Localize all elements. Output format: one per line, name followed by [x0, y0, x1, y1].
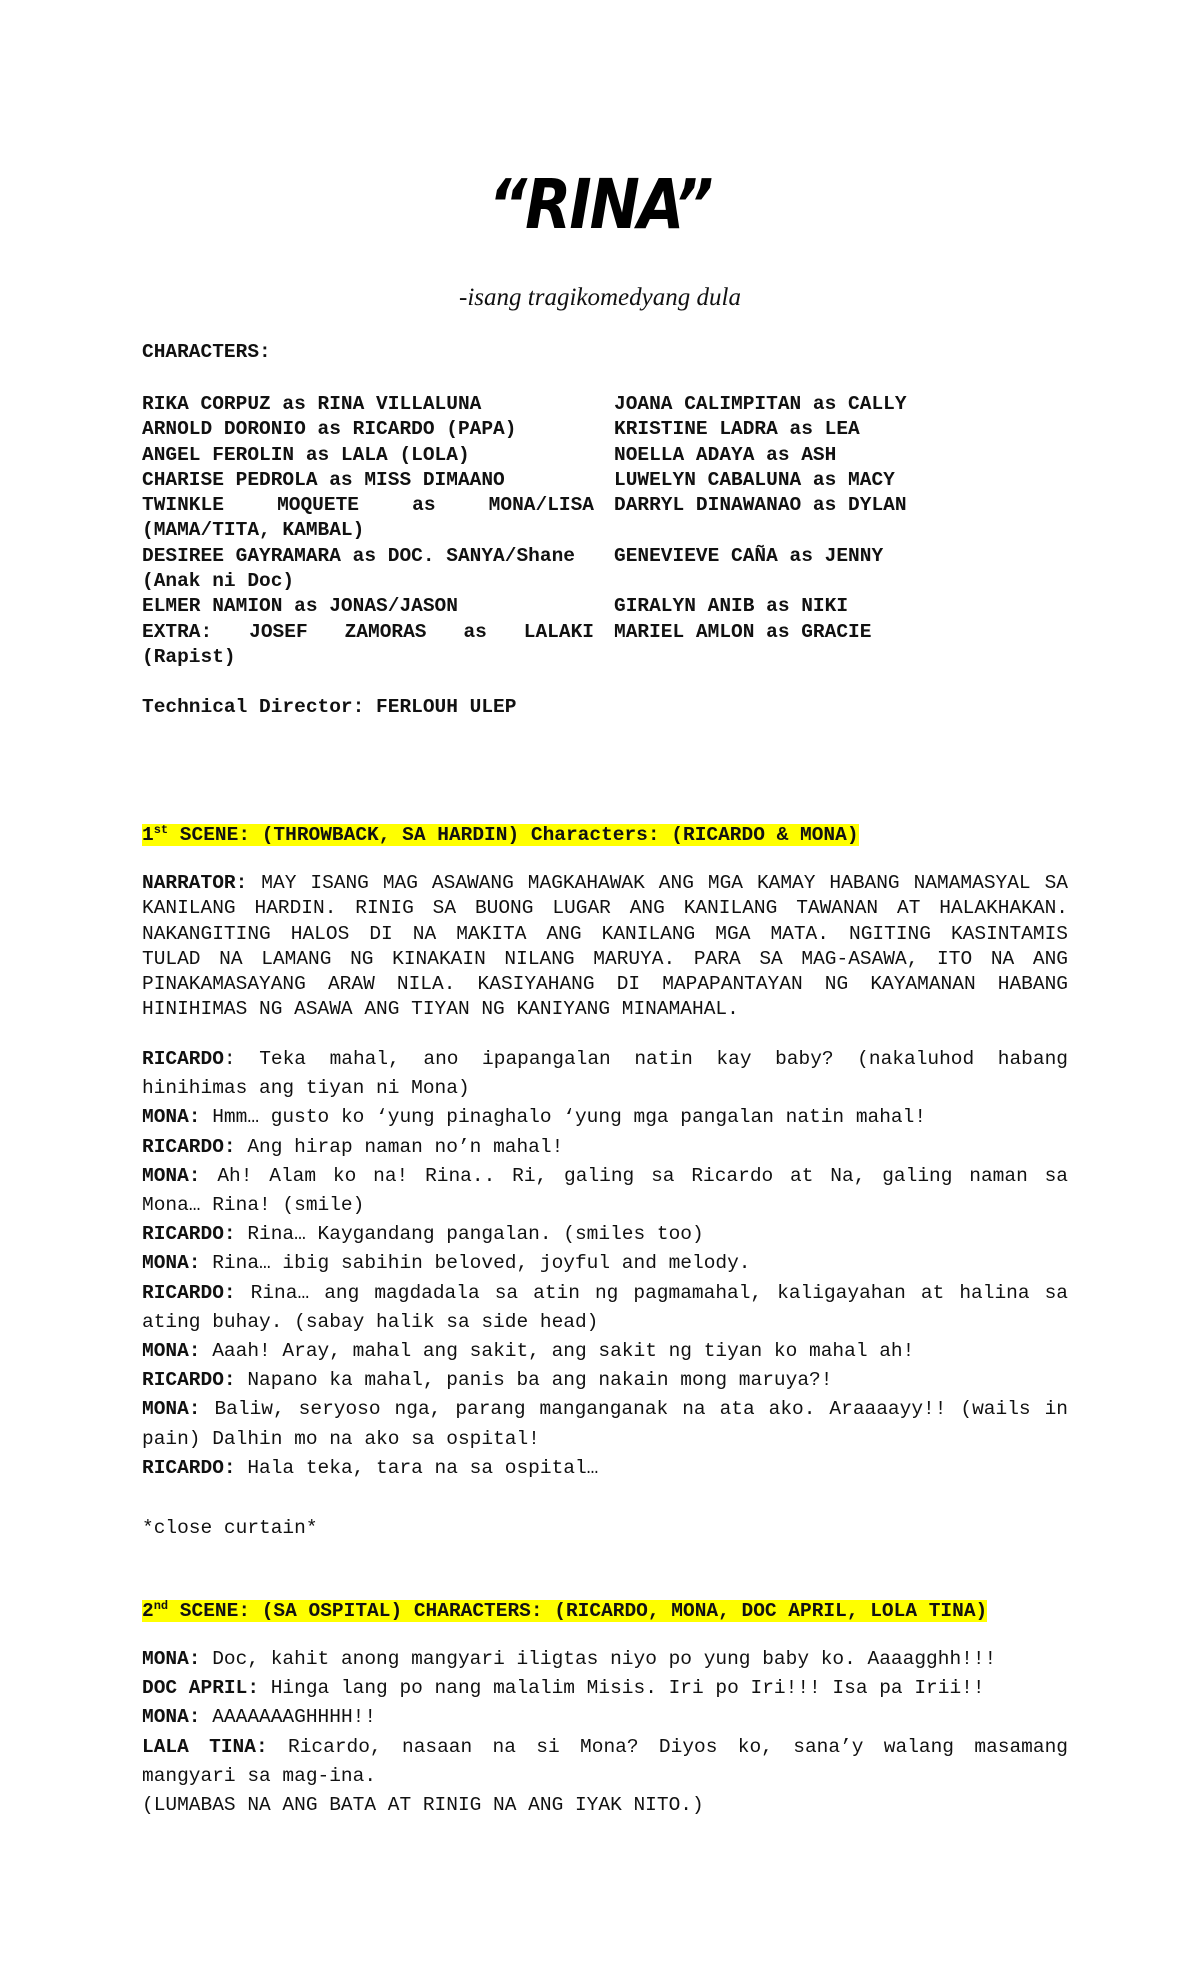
dialogue-line [142, 1366, 1068, 1395]
narration-line: KANILANG HARDIN. RINIG SA BUONG LUGAR ANG KANILANG TAWANAN AT HALAKHAKAN. [142, 897, 1068, 920]
technical-director: Technical Director: FERLOUH ULEP [142, 696, 517, 718]
speaker-label: DOC APRIL: [142, 1677, 260, 1700]
cast-entry [614, 569, 907, 594]
speaker-label: MONA: [142, 1648, 201, 1670]
dialogue-line [142, 1337, 1068, 1366]
scene-1-heading [142, 823, 859, 846]
cast-list-right [614, 392, 907, 645]
cast-entry: NOELLA ADAYA as ASH [614, 443, 837, 466]
speaker-label: MONA: [142, 1398, 201, 1421]
dialogue-line [142, 1191, 1068, 1220]
speaker-label: MONA: [142, 1164, 201, 1187]
speaker-label: LALA TINA: [142, 1735, 268, 1758]
cast-entry [614, 518, 907, 543]
dialogue-line [142, 1425, 1068, 1454]
dialogue-line [142, 1645, 1068, 1674]
cast-entry: RIKA CORPUZ as RINA VILLALUNA [142, 393, 482, 415]
dialogue-text: Rina… ibig sabihin beloved, joyful and melody. [200, 1252, 751, 1275]
dialogue-line [142, 1074, 1068, 1103]
dialogue-text: Hinga lang po nang malalim Misis. Iri po Iri!!! Isa pa Irii!! [259, 1677, 985, 1700]
dialogue-text: mangyari sa mag-ina. [142, 1764, 377, 1787]
scene-2-heading [142, 1599, 987, 1622]
cast-entry: ANGEL FEROLIN as LALA (LOLA) [142, 443, 470, 466]
dialogue-line [142, 1220, 1068, 1249]
dialogue-line [142, 1395, 1068, 1424]
speaker-label: MONA: [142, 1706, 201, 1729]
cast-entry: (Anak ni Doc) [142, 570, 295, 593]
dialogue-text: Aaah! Aray, mahal ang sakit, ang sakit ng tiyan ko mahal ah! [200, 1340, 915, 1363]
narration-line: HINIHIMAS NG ASAWA ANG TIYAN NG KANIYANG MINAMAHAL. [142, 998, 739, 1021]
dialogue-text: Mona… Rina! (smile) [142, 1194, 365, 1217]
cast-entry: KRISTINE LADRA as LEA [614, 418, 860, 441]
dialogue-line [142, 1454, 1068, 1483]
dialogue-text: Hala teka, tara na sa ospital… [235, 1456, 599, 1479]
dialogue-text: Ah! Alam ko na! Rina.. Ri, galing sa Ricardo at Na, galing naman sa [200, 1164, 1068, 1187]
scene-1-dialogue [142, 1045, 1068, 1483]
scene-number: 2 [142, 1600, 154, 1622]
cast-entry: LUWELYN CABALUNA as MACY [614, 468, 895, 491]
narration-line: MAY ISANG MAG ASAWANG MAGKAHAWAK ANG MGA KAMAY HABANG NAMAMASYAL SA [247, 872, 1068, 894]
dialogue-line [142, 1674, 1068, 1703]
dialogue-text: pain) Dalhin mo na ako sa ospital! [142, 1427, 540, 1450]
dialogue-line [142, 1791, 1068, 1820]
cast-entry: CHARISE PEDROLA as MISS DIMAANO [142, 468, 505, 491]
cast-list-left [142, 392, 594, 670]
narration-line: NAKANGITING HALOS DI NA MAKITA ANG KANILANG MGA MATA. NGITING KASINTAMIS [142, 922, 1068, 945]
cast-entry: GIRALYN ANIB as NIKI [614, 595, 849, 618]
dialogue-line [142, 1133, 1068, 1162]
cast-entry: GENEVIEVE CAÑA as JENNY [614, 544, 884, 567]
speaker-label: NARRATOR: [142, 872, 248, 894]
cast-entry: DESIREE GAYRAMARA as DOC. SANYA/Shane [142, 544, 575, 567]
dialogue-text: AAAAAAAGHHHH!! [200, 1706, 377, 1729]
characters-heading: CHARACTERS: [142, 341, 271, 363]
speaker-label: MONA: [142, 1252, 201, 1275]
dialogue-text: Rina… ang magdadala sa atin ng pagmamahal, kaligayahan at halina sa [235, 1281, 1068, 1304]
play-subtitle: -isang tragikomedyang dula [459, 284, 741, 311]
dialogue-text: ating buhay. (sabay halik sa side head) [142, 1310, 599, 1333]
speaker-label: RICARDO [142, 1048, 224, 1070]
dialogue-text: Ricardo, nasaan na si Mona? Diyos ko, sana’y walang masamang [267, 1735, 1068, 1758]
scene-title: SCENE: (THROWBACK, SA HARDIN) Characters: (RICARDO & MONA) [168, 824, 859, 846]
speaker-label: RICARDO: [142, 1369, 236, 1392]
stage-direction: *close curtain* [142, 1517, 318, 1539]
speaker-label: RICARDO: [142, 1135, 236, 1158]
dialogue-line [142, 1103, 1068, 1132]
dialogue-line [142, 1703, 1068, 1732]
narration-line: TULAD NA LAMANG NG KINAKAIN NILANG MARUYA. PARA SA MAG-ASAWA, ITO NA ANG [142, 947, 1068, 970]
cast-entry: (MAMA/TITA, KAMBAL) [142, 519, 365, 542]
cast-entry: ARNOLD DORONIO as RICARDO (PAPA) [142, 418, 517, 441]
dialogue-text: Baliw, seryoso nga, parang manganganak na ata ako. Araaaayy!! (wails in [200, 1398, 1068, 1421]
scene-2-dialogue [142, 1645, 1068, 1820]
cast-entry: (Rapist) [142, 645, 236, 668]
cast-entry: TWINKLE MOQUETE as MONA/LISA [142, 494, 594, 517]
speaker-label: MONA: [142, 1106, 201, 1129]
cast-entry: ELMER NAMION as JONAS/JASON [142, 595, 458, 618]
narration-line: PINAKAMASAYANG ARAW NILA. KASIYAHANG DI MAPAPANTAYAN NG KAYAMANAN HABANG [142, 973, 1068, 996]
dialogue-text: : Teka mahal, ano ipapangalan natin kay baby? (nakaluhod habang [223, 1048, 1068, 1070]
dialogue-line [142, 1249, 1068, 1278]
scene-number: 1 [142, 824, 154, 846]
dialogue-line [142, 1279, 1068, 1308]
dialogue-line [142, 1162, 1068, 1191]
dialogue-text: Hmm… gusto ko ‘yung pinaghalo ‘yung mga pangalan natin mahal! [200, 1106, 927, 1129]
dialogue-line [142, 1308, 1068, 1337]
dialogue-text: (LUMABAS NA ANG BATA AT RINIG NA ANG IYAK NITO.) [142, 1794, 704, 1817]
dialogue-line [142, 1045, 1068, 1074]
dialogue-line [142, 1762, 1068, 1791]
cast-entry: MARIEL AMLON as GRACIE [614, 620, 872, 643]
cast-entry: EXTRA: JOSEF ZAMORAS as LALAKI [142, 620, 594, 643]
scene-title: SCENE: (SA OSPITAL) CHARACTERS: (RICARDO, MONA, DOC APRIL, LOLA TINA) [168, 1600, 988, 1622]
dialogue-text: Doc, kahit anong mangyari iligtas niyo po yung baby ko. Aaaagghh!!! [200, 1648, 997, 1670]
dialogue-text: Rina… Kaygandang pangalan. (smiles too) [235, 1223, 704, 1246]
speaker-label: RICARDO: [142, 1456, 236, 1479]
dialogue-text: Ang hirap naman no’n mahal! [235, 1135, 564, 1158]
scene-ordinal: nd [153, 1599, 169, 1613]
dialogue-text: Napano ka mahal, panis ba ang nakain mong maruya?! [235, 1369, 833, 1392]
speaker-label: MONA: [142, 1340, 201, 1363]
dialogue-line [142, 1733, 1068, 1762]
speaker-label: RICARDO: [142, 1281, 236, 1304]
scene-ordinal: st [153, 823, 169, 837]
dialogue-text: hinihimas ang tiyan ni Mona) [142, 1077, 470, 1100]
cast-entry: DARRYL DINAWANAO as DYLAN [614, 494, 907, 517]
narrator-paragraph [142, 871, 1068, 1023]
cast-entry: JOANA CALIMPITAN as CALLY [614, 393, 907, 415]
speaker-label: RICARDO: [142, 1223, 236, 1246]
play-title: “RINA” [488, 164, 712, 246]
